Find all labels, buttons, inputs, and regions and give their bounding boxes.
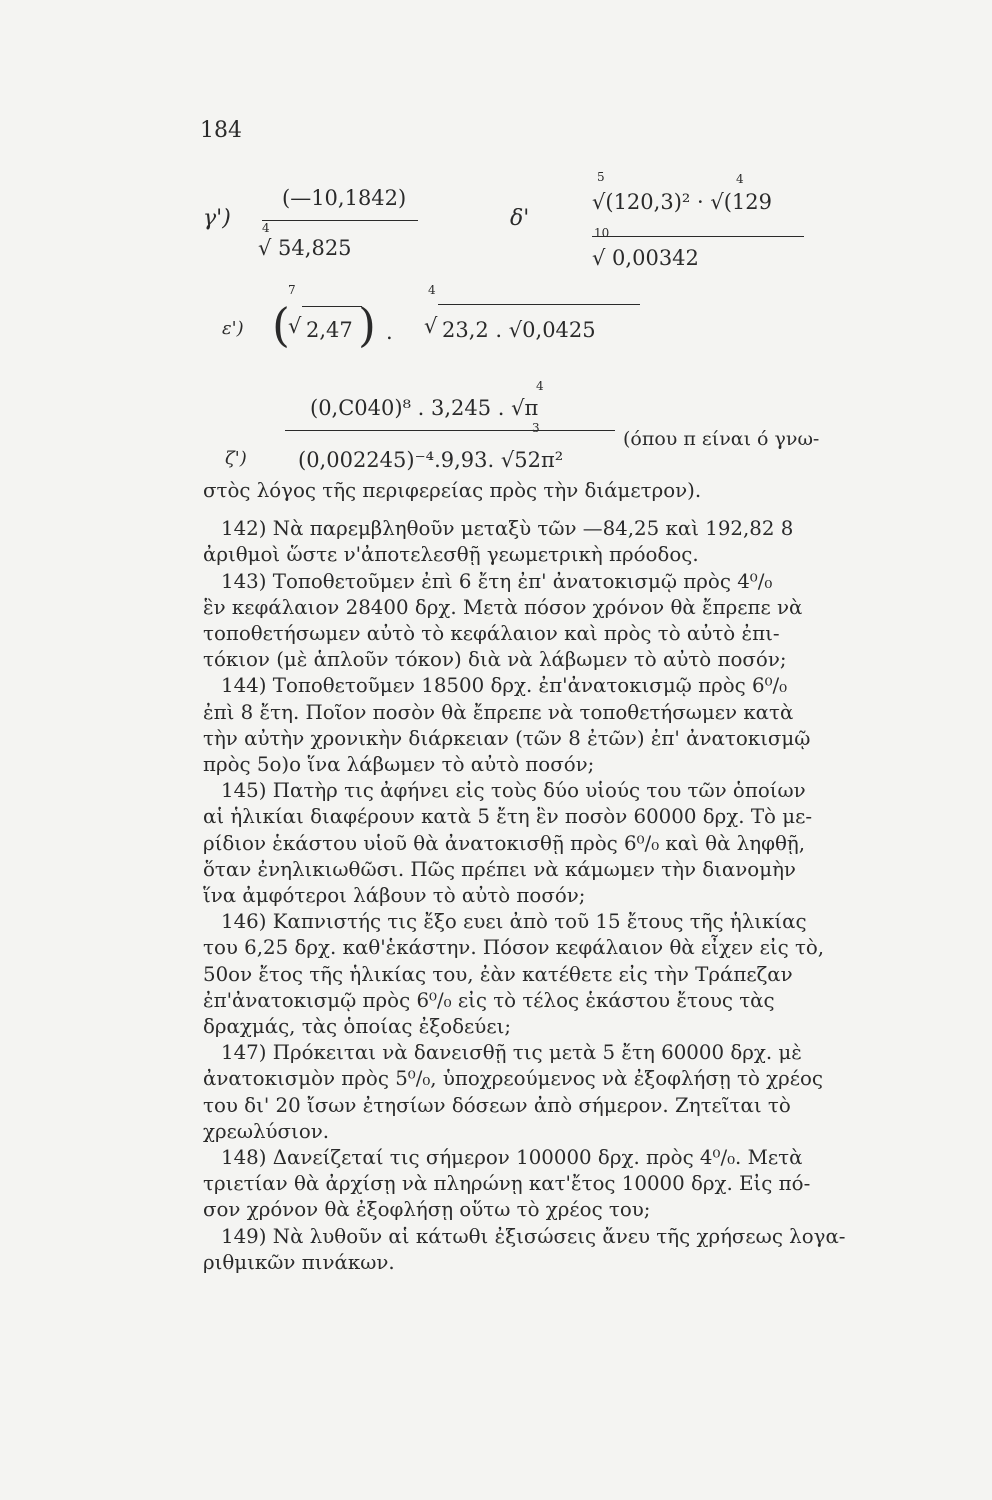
zeta-denominator: (0,002245)⁻⁴.9,93. √52π² [298, 448, 564, 472]
problem-line: ἓν κεφάλαιον 28400 δρχ. Μετὰ πόσον χρόνον θὰ ἔπρεπε νὰ [203, 595, 803, 619]
problem-line: τόκιον (μὲ ἁπλοῦν τόκον) διὰ νὰ λάβωμεν τὸ αὐτὸ ποσόν; [203, 648, 787, 672]
epsilon-dot: . [386, 320, 393, 344]
epsilon-index-4: 4 [428, 283, 436, 297]
problem-146 [203, 909, 903, 1040]
problem-line: δραχμάς, τὰς ὁποίας ἐξοδεύει; [203, 1015, 511, 1039]
zeta-numerator: (0,C040)⁸ . 3,245 . √π [310, 396, 539, 420]
epsilon-root-2: √ [424, 314, 438, 338]
problem-line: 148) Δανείζεταί τις σήμερον 100000 δρχ. πρὸς 4⁰/₀. Μετὰ [221, 1146, 803, 1170]
problem-line: ἵνα ἀμφότεροι λάβουν τὸ αὐτὸ ποσόν; [203, 884, 586, 908]
problem-line: τριετίαν θὰ ἀρχίσῃ νὰ πληρώνῃ κατ'ἔτος 10000 δρχ. Εἰς πό- [203, 1172, 811, 1196]
delta-fraction-bar [592, 236, 804, 237]
problem-line: 143) Τοποθετοῦμεν ἐπὶ 6 ἔτη ἐπ' ἀνατοκισμῷ πρὸς 4⁰/₀ [221, 569, 773, 593]
zeta-note-continuation: στὸς λόγος τῆς περιφερείας πρὸς τὴν διάμετρον). [203, 479, 702, 502]
problem-line: τοποθετήσωμεν αὐτὸ τὸ κεφάλαιον καὶ πρὸς τὸ αὐτὸ ἐπι- [203, 622, 780, 646]
problem-line: 149) Νὰ λυθοῦν αἱ κάτωθι ἐξισώσεις ἄνευ τῆς χρήσεως λογα- [221, 1224, 846, 1248]
problem-line: του 6,25 δρχ. καθ'ἑκάστην. Πόσον κεφάλαιον θὰ εἶχεν εἰς τὸ, [203, 936, 825, 960]
epsilon-term-2: 23,2 . √0,0425 [442, 318, 596, 342]
gamma-root-index: 4 [262, 221, 270, 235]
zeta-index-4: 4 [536, 379, 544, 393]
problem-line: 146) Καπνιστής τις ἔξο ευει ἀπὸ τοῦ 15 ἔτους τῆς ἡλικίας [221, 910, 807, 934]
delta-denominator: √ 0,00342 [592, 246, 699, 270]
problem-148 [203, 1145, 903, 1224]
problem-line: ρίδιον ἑκάστου υἱοῦ θὰ ἀνατοκισθῇ πρὸς 6⁰/₀ καὶ θὰ ληφθῇ, [203, 831, 806, 855]
epsilon-index-7: 7 [288, 283, 296, 297]
problem-line: ἐπὶ 8 ἔτη. Ποῖον ποσὸν θὰ ἔπρεπε νὰ τοποθετήσωμεν κατὰ [203, 700, 794, 724]
problem-line: αἱ ἡλικίαι διαφέρουν κατὰ 5 ἔτη ἓν ποσὸν 60000 δρχ. Τὸ με- [203, 805, 813, 829]
problem-142 [203, 516, 903, 568]
problem-line: πρὸς 5ο)ο ἵνα λάβωμεν τὸ αὐτὸ ποσόν; [203, 753, 595, 777]
problem-line: ἐπ'ἀνατοκισμῷ πρὸς 6⁰/₀ εἰς τὸ τέλος ἑκάστου ἔτους τὰς [203, 988, 775, 1012]
problem-line: 50ον ἔτος τῆς ἡλικίας του, ἐὰν κατέθετε εἰς τὴν Τράπεζαν [203, 962, 793, 986]
epsilon-label: ε') [222, 318, 244, 339]
problem-line: 144) Τοποθετοῦμεν 18500 δρχ. ἐπ'ἀνατοκισμῷ πρὸς 6⁰/₀ [221, 674, 788, 698]
gamma-numerator: (—10,1842) [282, 186, 407, 210]
epsilon-root-bar-1 [302, 306, 362, 307]
problem-line: 142) Νὰ παρεμβληθοῦν μεταξὺ τῶν —84,25 καὶ 192,82 8 [221, 517, 794, 541]
delta-numerator: √(120,3)² · √(129 [592, 190, 772, 214]
epsilon-left-paren: ( [272, 298, 290, 352]
zeta-note: (όπου π είναι ό γνω- [623, 428, 820, 450]
zeta-fraction-bar [285, 430, 615, 431]
delta-root-5: 5 [597, 170, 605, 184]
problems-block [203, 478, 903, 1276]
problem-149 [203, 1224, 903, 1276]
epsilon-root-bar-2 [438, 304, 640, 305]
problem-line: χρεωλύσιον. [203, 1119, 330, 1143]
problem-line: ἀνατοκισμὸν πρὸς 5⁰/₀, ὑποχρεούμενος νὰ ἐξοφλήσῃ τὸ χρέος [203, 1067, 823, 1091]
problem-147 [203, 1040, 903, 1145]
gamma-label: γ') [203, 206, 231, 231]
delta-root-4: 4 [736, 172, 744, 186]
problem-144 [203, 673, 903, 778]
epsilon-right-paren: ) [358, 298, 376, 352]
zeta-label: ζ') [225, 448, 247, 469]
problem-line: 147) Πρόκειται νὰ δανεισθῇ τις μετὰ 5 ἔτη 60000 δρχ. μὲ [221, 1041, 802, 1065]
page-number: 184 [200, 118, 242, 143]
epsilon-term-1: 2,47 [306, 318, 353, 342]
epsilon-root: √ [288, 314, 302, 338]
problem-line: ἀριθμοὶ ὥστε ν'ἀποτελεσθῇ γεωμετρικὴ πρόοδος. [203, 543, 699, 567]
zeta-index-3: 3 [532, 421, 540, 435]
delta-label: δ' [510, 206, 530, 231]
problem-line: ριθμικῶν πινάκων. [203, 1250, 395, 1274]
problem-line: σον χρόνον θὰ ἐξοφλήσῃ οὕτω τὸ χρέος του; [203, 1198, 651, 1222]
gamma-fraction-bar [262, 220, 418, 221]
problem-line: ὅταν ἐνηλικιωθῶσι. Πῶς πρέπει νὰ κάμωμεν τὴν διανομὴν [203, 857, 796, 881]
gamma-denominator: √ 54,825 [258, 236, 352, 260]
problem-143 [203, 569, 903, 674]
delta-root-index: 10 [594, 226, 610, 240]
problem-line: τὴν αὐτὴν χρονικὴν διάρκειαν (τῶν 8 ἐτῶν) ἐπ' ἀνατοκισμῷ [203, 726, 811, 750]
problem-145 [203, 778, 903, 909]
problem-line: του δι' 20 ἴσων ἐτησίων δόσεων ἀπὸ σήμερον. Ζητεῖται τὸ [203, 1093, 791, 1117]
problem-line: 145) Πατὴρ τις ἀφήνει εἰς τοὺς δύο υἱούς του τῶν ὁποίων [221, 779, 806, 803]
